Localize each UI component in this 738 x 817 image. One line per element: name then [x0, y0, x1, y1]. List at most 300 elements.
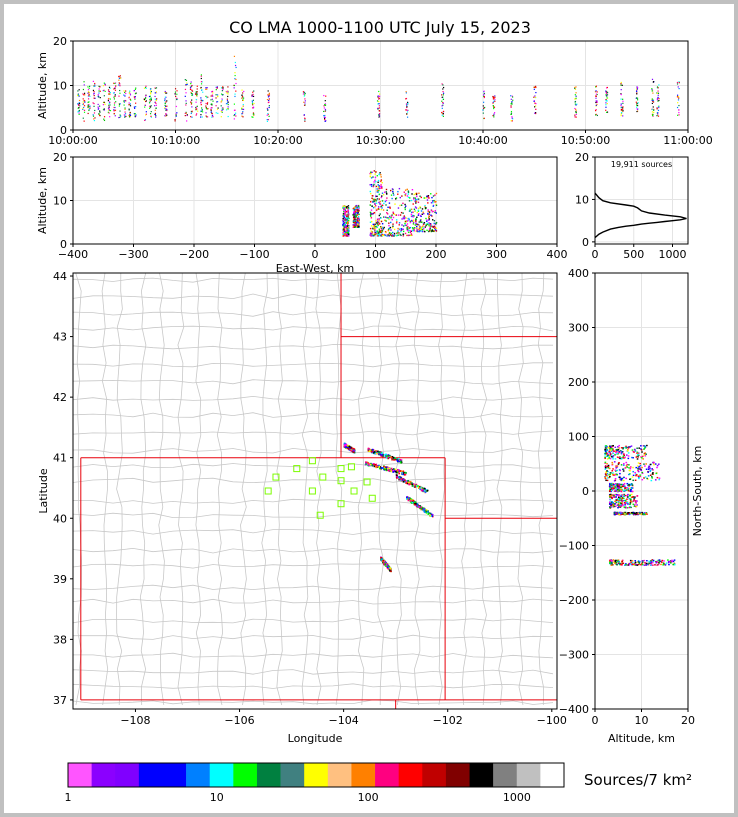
- source-point: [242, 116, 243, 117]
- source-point: [378, 180, 379, 181]
- source-point: [103, 85, 104, 86]
- source-point: [626, 489, 628, 490]
- source-point: [621, 453, 623, 454]
- source-point: [427, 513, 429, 515]
- source-point: [651, 563, 653, 564]
- source-point: [379, 233, 380, 234]
- source-point: [124, 115, 125, 116]
- source-point: [221, 110, 222, 111]
- y-tick-label: −100: [558, 539, 589, 553]
- source-point: [175, 96, 176, 97]
- source-point: [345, 210, 346, 211]
- source-point: [677, 115, 678, 116]
- source-point: [667, 559, 669, 560]
- source-point: [615, 483, 617, 484]
- source-point: [618, 457, 620, 458]
- source-point: [510, 95, 511, 96]
- source-point: [645, 513, 647, 514]
- source-point: [632, 467, 634, 468]
- source-point: [415, 202, 416, 203]
- source-point: [252, 104, 253, 105]
- source-point: [574, 115, 575, 116]
- source-point: [424, 509, 426, 511]
- source-point: [613, 455, 615, 456]
- source-point: [345, 446, 347, 448]
- source-point: [411, 233, 412, 234]
- source-point: [620, 496, 622, 497]
- source-point: [604, 454, 606, 455]
- source-point: [615, 474, 617, 475]
- source-point: [383, 216, 384, 217]
- source-point: [215, 94, 216, 95]
- source-point: [381, 467, 383, 469]
- source-point: [348, 207, 349, 208]
- source-point: [215, 105, 216, 106]
- source-point: [404, 204, 405, 205]
- source-point: [424, 231, 425, 232]
- source-point: [323, 111, 324, 112]
- source-point: [653, 560, 655, 561]
- source-point: [155, 108, 156, 109]
- source-point: [677, 107, 678, 108]
- source-point: [494, 95, 495, 96]
- y-axis-label: Latitude: [37, 468, 50, 514]
- source-point: [404, 223, 405, 224]
- source-point: [358, 207, 359, 208]
- source-point: [378, 91, 379, 92]
- source-point: [535, 109, 536, 110]
- source-point: [416, 217, 417, 218]
- lma-station-marker: [351, 488, 357, 494]
- source-point: [629, 479, 631, 480]
- source-point: [325, 110, 326, 111]
- source-point: [413, 500, 415, 502]
- source-point: [94, 98, 95, 99]
- source-point: [176, 116, 177, 117]
- source-point: [135, 103, 136, 104]
- source-point: [166, 115, 167, 116]
- y-axis-label: North-South, km: [691, 445, 704, 537]
- y-tick-label: 0: [60, 238, 67, 251]
- x-tick-label: 500: [623, 248, 645, 261]
- source-point: [656, 467, 658, 468]
- source-point: [268, 96, 269, 97]
- source-point: [185, 89, 186, 90]
- source-point: [165, 110, 166, 111]
- source-point: [611, 565, 613, 566]
- county-line: [73, 326, 553, 331]
- source-point: [625, 467, 627, 468]
- source-point: [149, 96, 150, 97]
- source-point: [370, 214, 371, 215]
- source-point: [145, 97, 146, 98]
- source-point: [611, 470, 613, 471]
- source-point: [606, 463, 608, 464]
- source-point: [155, 99, 156, 100]
- source-point: [344, 212, 345, 213]
- source-point: [348, 214, 349, 215]
- source-point: [426, 221, 427, 222]
- y-tick-label: 37: [53, 693, 67, 707]
- source-point: [658, 464, 660, 465]
- source-point: [324, 117, 325, 118]
- y-tick-label: 20: [575, 151, 589, 164]
- source-point: [636, 506, 638, 507]
- source-point: [618, 490, 620, 491]
- source-point: [377, 219, 378, 220]
- source-point: [411, 209, 412, 210]
- source-point: [357, 220, 358, 221]
- source-point: [356, 224, 357, 225]
- source-point: [370, 173, 371, 174]
- source-point: [416, 196, 417, 197]
- source-point: [641, 457, 643, 458]
- source-point: [197, 91, 198, 92]
- source-point: [657, 112, 658, 113]
- source-point: [379, 194, 380, 195]
- source-point: [610, 495, 612, 496]
- source-point: [644, 564, 646, 565]
- source-point: [221, 100, 222, 101]
- source-point: [607, 112, 608, 113]
- source-point: [113, 88, 114, 89]
- source-point: [648, 467, 650, 468]
- source-point: [207, 108, 208, 109]
- source-point: [624, 487, 626, 488]
- source-point: [512, 118, 513, 119]
- source-point: [442, 115, 443, 116]
- source-point: [222, 90, 223, 91]
- source-point: [353, 448, 355, 450]
- source-point: [412, 212, 413, 213]
- source-point: [632, 484, 634, 485]
- source-point: [609, 507, 611, 508]
- source-point: [618, 452, 620, 453]
- source-point: [625, 478, 627, 479]
- x-tick-label: 10:20:00: [253, 134, 303, 147]
- source-point: [154, 105, 155, 106]
- source-point: [381, 195, 382, 196]
- source-point: [623, 453, 625, 454]
- source-point: [124, 114, 125, 115]
- source-point: [411, 214, 412, 215]
- figure-title: CO LMA 1000-1100 UTC July 15, 2023: [229, 18, 531, 37]
- source-point: [380, 232, 381, 233]
- source-point: [629, 514, 631, 515]
- source-point: [119, 90, 120, 91]
- source-point: [347, 228, 348, 229]
- source-point: [355, 217, 356, 218]
- y-tick-label: 20: [53, 35, 67, 48]
- source-point: [83, 101, 84, 102]
- source-point: [626, 465, 628, 466]
- source-point: [197, 106, 198, 107]
- county-line: [73, 700, 553, 705]
- source-point: [196, 99, 197, 100]
- source-point: [605, 99, 606, 100]
- source-point: [113, 92, 114, 93]
- source-point: [611, 562, 613, 563]
- source-point: [415, 223, 416, 224]
- source-point: [124, 117, 125, 118]
- source-point: [631, 512, 633, 513]
- source-point: [634, 513, 636, 514]
- source-point: [576, 117, 577, 118]
- source-point: [377, 184, 378, 185]
- source-point: [269, 93, 270, 94]
- source-point: [344, 443, 346, 445]
- source-point: [434, 220, 435, 221]
- source-point: [357, 217, 358, 218]
- source-point: [636, 504, 638, 505]
- source-point: [662, 560, 664, 561]
- source-point: [641, 472, 643, 473]
- source-point: [371, 205, 372, 206]
- source-point: [378, 186, 379, 187]
- source-point: [633, 499, 635, 500]
- source-point: [104, 109, 105, 110]
- source-point: [614, 447, 616, 448]
- source-point: [637, 454, 639, 455]
- source-point: [629, 507, 631, 508]
- source-point: [618, 561, 620, 562]
- source-point: [652, 109, 653, 110]
- source-point: [93, 103, 94, 104]
- source-point: [372, 201, 373, 202]
- source-point: [534, 113, 535, 114]
- source-point: [420, 229, 421, 230]
- source-point: [191, 93, 192, 94]
- source-point: [145, 86, 146, 87]
- source-point: [235, 113, 236, 114]
- source-point: [375, 181, 376, 182]
- source-point: [645, 476, 647, 477]
- lma-station-marker: [309, 488, 315, 494]
- source-point: [377, 191, 378, 192]
- source-point: [635, 467, 637, 468]
- source-point: [652, 79, 653, 80]
- source-point: [372, 195, 373, 196]
- source-point: [484, 91, 485, 92]
- source-point: [424, 490, 426, 492]
- source-point: [154, 96, 155, 97]
- source-point: [98, 90, 99, 91]
- source-point: [402, 229, 403, 230]
- source-point: [385, 220, 386, 221]
- source-point: [376, 226, 377, 227]
- source-point: [166, 108, 167, 109]
- source-point: [613, 562, 615, 563]
- source-point: [381, 197, 382, 198]
- source-point: [629, 470, 631, 471]
- source-point: [372, 449, 374, 451]
- source-point: [605, 469, 607, 470]
- source-point: [610, 504, 612, 505]
- source-point: [269, 116, 270, 117]
- source-point: [221, 111, 222, 112]
- source-point: [150, 89, 151, 90]
- county-line: [73, 294, 553, 299]
- source-point: [402, 203, 403, 204]
- source-point: [624, 486, 626, 487]
- source-point: [397, 470, 399, 472]
- source-point: [93, 81, 94, 82]
- source-point: [646, 478, 648, 479]
- source-point: [418, 193, 419, 194]
- source-point: [176, 114, 177, 115]
- source-point: [630, 562, 632, 563]
- source-point: [267, 109, 268, 110]
- source-point: [621, 489, 623, 490]
- source-point: [417, 505, 419, 507]
- source-point: [643, 463, 645, 464]
- source-point: [87, 93, 88, 94]
- source-point: [108, 98, 109, 99]
- source-point: [637, 99, 638, 100]
- source-point: [379, 215, 380, 216]
- source-point: [677, 82, 678, 83]
- source-point: [430, 224, 431, 225]
- source-point: [380, 203, 381, 204]
- source-point: [655, 562, 657, 563]
- source-point: [411, 212, 412, 213]
- source-point: [227, 86, 228, 87]
- source-point: [575, 104, 576, 105]
- source-point: [382, 558, 384, 560]
- source-point: [424, 205, 425, 206]
- county-line: [316, 273, 321, 705]
- source-point: [638, 560, 640, 561]
- source-point: [415, 220, 416, 221]
- source-point: [650, 564, 652, 565]
- source-point: [374, 180, 375, 181]
- source-point: [394, 229, 395, 230]
- source-point: [395, 198, 396, 199]
- source-point: [605, 467, 607, 468]
- source-point: [243, 100, 244, 101]
- source-point: [371, 451, 373, 453]
- histogram-plot-area: [595, 157, 688, 244]
- source-point: [196, 108, 197, 109]
- source-point: [405, 209, 406, 210]
- source-point: [398, 214, 399, 215]
- source-point: [104, 102, 105, 103]
- source-point: [622, 486, 624, 487]
- source-point: [616, 500, 618, 501]
- source-point: [164, 107, 165, 108]
- source-point: [377, 175, 378, 176]
- source-point: [391, 194, 392, 195]
- source-point: [155, 110, 156, 111]
- source-point: [377, 108, 378, 109]
- source-point: [380, 176, 381, 177]
- y-axis-label: Altitude, km: [36, 166, 49, 235]
- source-point: [400, 477, 402, 479]
- source-point: [621, 464, 623, 465]
- source-point: [211, 103, 212, 104]
- source-point: [235, 65, 236, 66]
- source-point: [370, 176, 371, 177]
- source-point: [385, 232, 386, 233]
- source-point: [613, 484, 615, 485]
- source-point: [350, 450, 352, 452]
- source-point: [89, 107, 90, 108]
- source-point: [115, 101, 116, 102]
- source-point: [348, 220, 349, 221]
- source-point: [156, 91, 157, 92]
- source-point: [668, 564, 670, 565]
- source-point: [621, 458, 623, 459]
- source-point: [429, 213, 430, 214]
- source-point: [660, 564, 662, 565]
- source-point: [380, 186, 381, 187]
- source-point: [671, 560, 673, 561]
- source-point: [114, 104, 115, 105]
- source-point: [605, 102, 606, 103]
- source-point: [84, 110, 85, 111]
- source-point: [166, 113, 167, 114]
- source-point: [236, 67, 237, 68]
- source-point: [512, 96, 513, 97]
- source-point: [135, 89, 136, 90]
- source-point: [435, 223, 436, 224]
- source-point: [401, 224, 402, 225]
- source-point: [375, 205, 376, 206]
- source-point: [200, 114, 201, 115]
- source-point: [628, 474, 630, 475]
- source-point: [394, 214, 395, 215]
- source-point: [628, 487, 630, 488]
- source-point: [484, 97, 485, 98]
- source-point: [406, 227, 407, 228]
- source-point: [343, 229, 344, 230]
- source-point: [109, 103, 110, 104]
- source-point: [373, 184, 374, 185]
- source-point: [656, 115, 657, 116]
- source-point: [104, 120, 105, 121]
- source-point: [267, 99, 268, 100]
- source-point: [113, 97, 114, 98]
- source-point: [620, 484, 622, 485]
- x-tick-label: 1000: [658, 248, 687, 261]
- source-point: [130, 103, 131, 104]
- source-point: [405, 195, 406, 196]
- source-point: [386, 457, 388, 459]
- source-point: [620, 105, 621, 106]
- source-point: [665, 564, 667, 565]
- source-point: [427, 490, 429, 492]
- source-point: [418, 198, 419, 199]
- source-point: [381, 221, 382, 222]
- source-point: [378, 95, 379, 96]
- source-point: [657, 97, 658, 98]
- source-point: [436, 230, 437, 231]
- source-point: [185, 92, 186, 93]
- source-point: [596, 104, 597, 105]
- source-point: [626, 454, 628, 455]
- source-point: [412, 230, 413, 231]
- source-point: [358, 222, 359, 223]
- source-point: [401, 473, 403, 475]
- source-point: [166, 106, 167, 107]
- source-point: [407, 220, 408, 221]
- source-point: [623, 470, 625, 471]
- source-point: [403, 231, 404, 232]
- source-point: [370, 212, 371, 213]
- source-point: [382, 193, 383, 194]
- source-point: [422, 231, 423, 232]
- source-point: [625, 495, 627, 496]
